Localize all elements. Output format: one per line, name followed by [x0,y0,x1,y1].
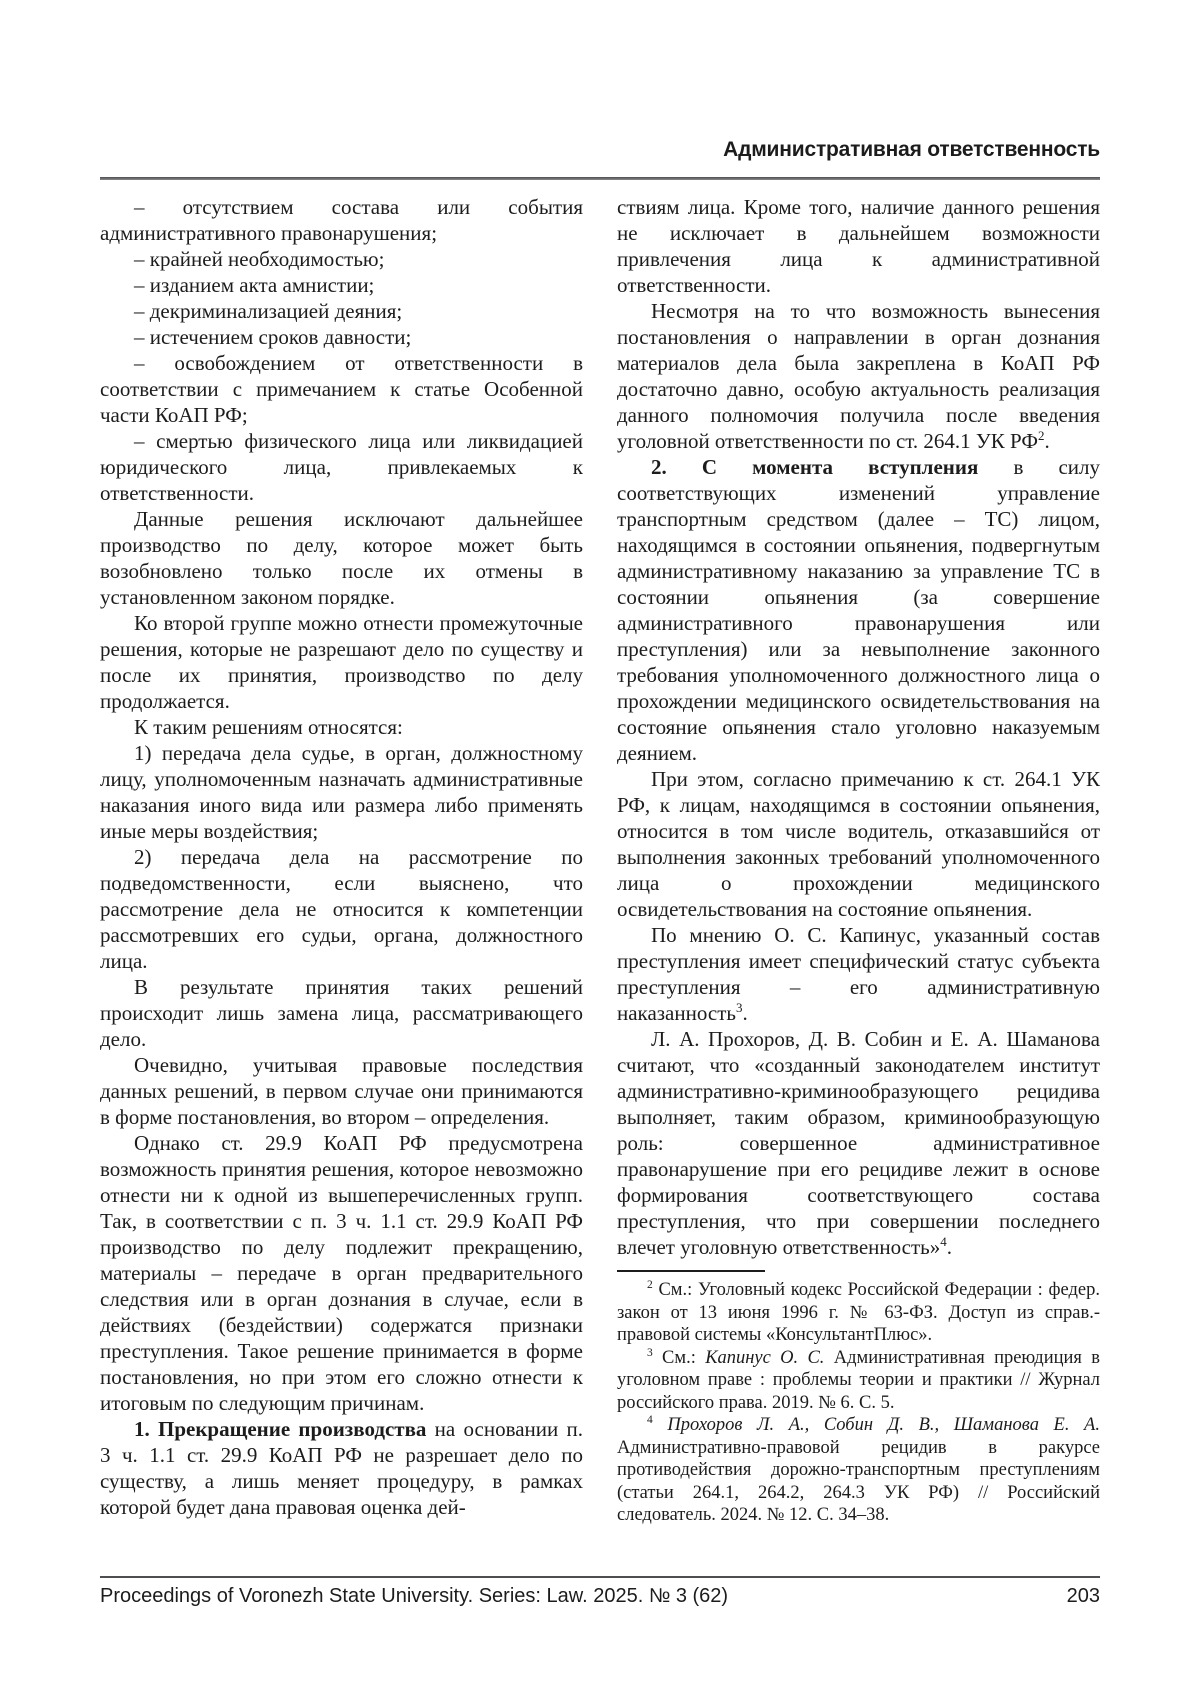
page-footer [100,1576,1100,1607]
paragraph: Л. А. Прохоров, Д. В. Собин и Е. А. Шаманова считают, что «созданный законодателем институт административно-криминообразующего рецидива выполняет, таким образом, криминообразующую роль: совершенное административное правонарушение при его рецидиве лежит в основе формирования соответствующего состава преступления, что при совершении последнего влечет уголовную ответственность»$^4$. [617,1027,1100,1259]
paragraph: 2. С момента вступления в силу соответствующих изменений управление транспортным средством (далее – ТС) лицом, находящимся в состоянии опьянения, подвергнутым административному наказанию за управление ТС в состоянии опьянения (за совершение административного правонарушения или преступления) или за невыполнение законного требования уполномоченного должностного лица о прохождении медицинского освидетельствования на состояние опьянения стало уголовно наказуемым деянием. [617,455,1100,765]
paragraph: В результате принятия таких решений происходит лишь замена лица, рассматривающего дело. [100,975,583,1051]
paragraph: – декриминализацией деяния; [134,299,403,323]
paragraph: – крайней необходимостью; [134,247,385,271]
paragraph: ствиям лица. Кроме того, наличие данного решения не исключает в дальнейшем возможности привлечения лица к административной ответственности. [617,195,1100,297]
paragraph: Очевидно, учитывая правовые последствия данных решений, в первом случае они принимаются в форме постановления, во втором – определения. [100,1053,583,1129]
paragraph: При этом, согласно примечанию к ст. 264.1 УК РФ, к лицам, находящимся в состоянии опьянения, относится в том числе водитель, отказавшийся от выполнения законных требований уполномоченного лица о прохождении медицинского освидетельствования на состояние опьянения. [617,767,1100,921]
text-columns [100,194,1100,1527]
footnotes [617,1279,1100,1527]
right-column-text [617,194,1100,1260]
paragraph: – освобождением от ответственности в соответствии с примечанием к статье Особенной части КоАП РФ; [100,351,583,427]
paragraph: 1. Прекращение производства на основании п. 3 ч. 1.1 ст. 29.9 КоАП РФ не разрешает дело по существу, а лишь меняет процедуру, в рамках которой будет дана правовая оценка дей- [100,1417,583,1519]
footer-journal-line: Proceedings of Voronezh State University. Series: Law. 2025. № 3 (62) [100,1585,729,1607]
section-title: Административная ответственность [723,138,1100,161]
paragraph: Несмотря на то что возможность вынесения постановления о направлении в орган дознания материалов дела была закреплена в КоАП РФ достаточно давно, особую актуальность реализация данного полномочия получила после введения уголовной ответственности по ст. 264.1 УК $РФ^2$. [617,299,1100,453]
paragraph: Ко второй группе можно отнести промежуточные решения, которые не разрешают дело по существу и после их принятия, производство по делу продолжается. [100,611,583,713]
paragraph: 1) передача дела судье, в орган, должностному лицу, уполномоченным назначать административные наказания иного вида или размера либо применять иные меры воздействия; [100,741,583,843]
right-column [617,194,1100,1527]
paragraph: К таким решениям относятся: [134,715,403,739]
footnote-separator [617,1270,765,1272]
left-column [100,194,583,1527]
paragraph: По мнению О. С. Капинус, указанный состав преступления имеет специфический статус субъекта преступления – его административную наказанность$^3$. [617,923,1100,1025]
footnote: $^3$ См.: Капинус О. С. Административная преюдиция в уголовном праве : проблемы теории и практики // Журнал российского права. 2019. № 6. С. 5. [617,1346,1100,1413]
paragraph: – истечением сроков давности; [134,325,412,349]
footer-page-number: 203 [1066,1585,1100,1607]
paragraph: – изданием акта амнистии; [134,273,375,297]
paragraph: Данные решения исключают дальнейшее производство по делу, которое может быть возобновлено только после их отмены в установленном законом порядке. [100,507,583,609]
paragraph: 2) передача дела на рассмотрение по подведомственности, если выяснено, что рассмотрение дела не относится к компетенции рассмотревших его судьи, органа, должностного лица. [100,845,583,973]
paragraph: Однако ст. 29.9 КоАП РФ предусмотрена возможность принятия решения, которое невозможно отнести ни к одной из вышеперечисленных групп. Так, в соответствии с п. 3 ч. 1.1 ст. 29.9 КоАП РФ производство по делу подлежит прекращению, материалы – передаче в орган предварительного следствия или в орган дознания в случае, если в действиях (бездействии) содержатся признаки преступления. Такое решение принимается в форме постановления, но при этом его сложно отнести к итоговым по следующим причинам. [100,1131,583,1415]
footnote: $^2$ См.: Уголовный кодекс Российской Федерации : федер. закон от 13 июня 1996 г. № 63-ФЗ. Доступ из справ.-правовой системы «КонсультантПлюс». [617,1278,1100,1345]
footnote: $^4$ Прохоров Л. А., Собин Д. В., Шаманова Е. А. Административно-правовой рецидив в ракурсе противодействия дорожно-транспортным преступлениям (статьи 264.1, 264.2, 264.3 УК РФ) // Российский следователь. 2024. № 12. С. 34–38. [617,1413,1100,1525]
paragraph: – отсутствием состава или события административного правонарушения; [100,195,583,245]
running-head [100,0,1100,161]
header-rule [100,177,1100,180]
paragraph: – смертью физического лица или ликвидацией юридического лица, привлекаемых к ответственности. [100,429,583,505]
